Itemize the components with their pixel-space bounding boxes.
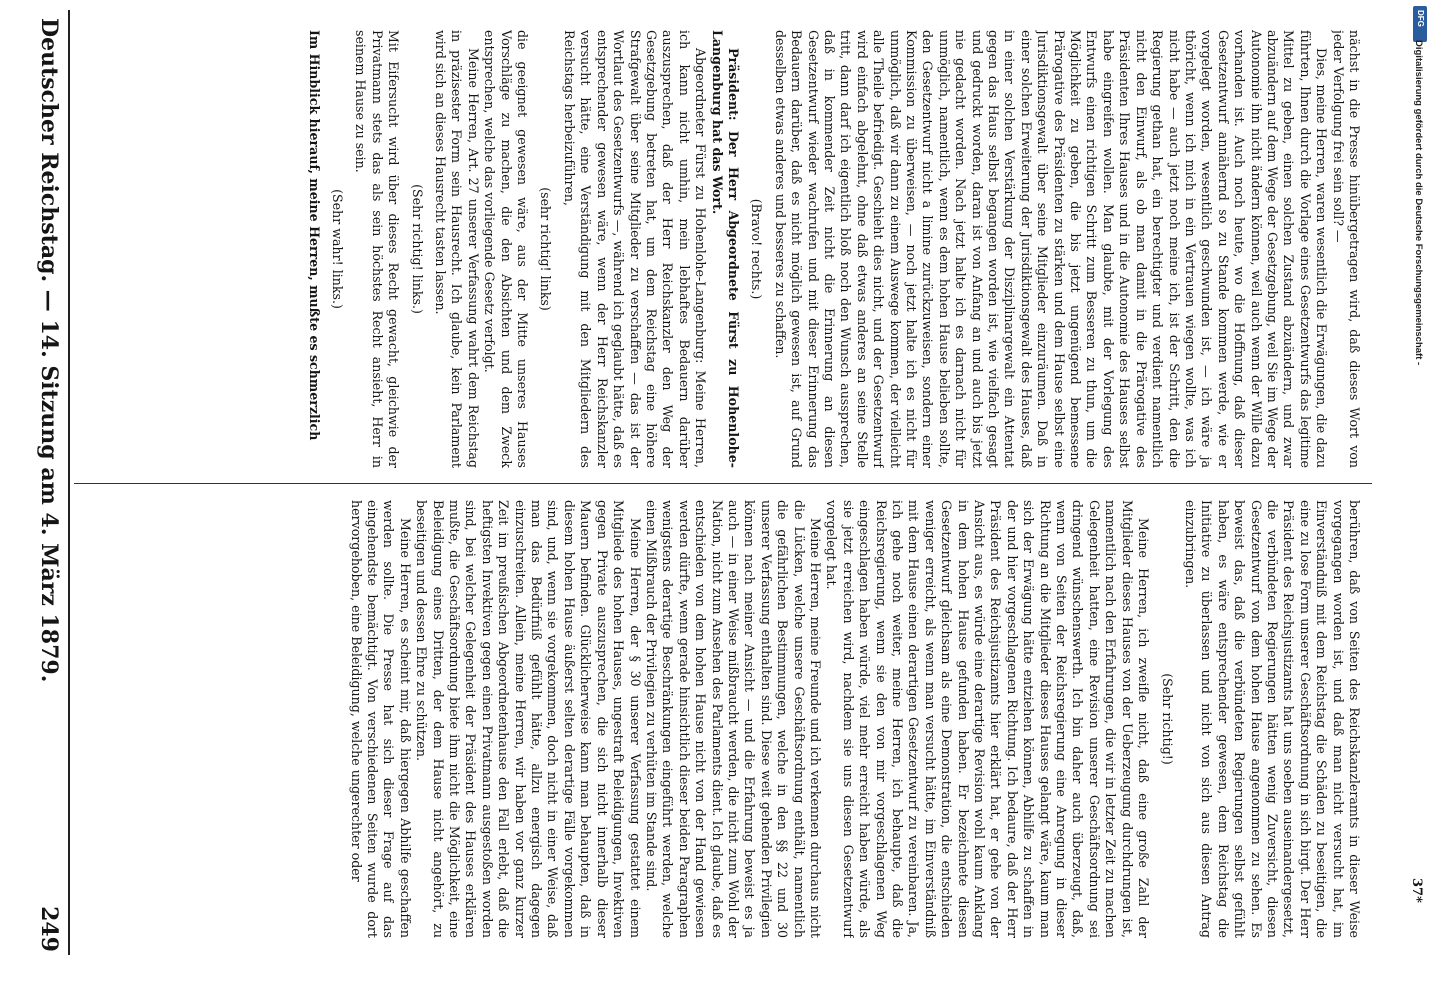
interjection: (Sehr richtig!) (1159, 673, 1175, 765)
page-number: 249 (36, 906, 62, 952)
right-column (82, 500, 1362, 938)
printer-signature: 37* (1409, 878, 1424, 903)
interjection: (Sehr richtig! links.) (409, 184, 425, 314)
interjection: (Bravo! rechts.) (749, 198, 765, 300)
paragraph: Abgeordneter Fürst zu Hohenlohe-Langenburg: Meine Herren, ich kann nicht umhin, mein lebhaftes Bedauern darüber auszusprechen, daß der Herr Reichskanzler den Weg der Gesetzgebung betreten hat, um dem Reichstag eine höhere Strafgewalt über seine Mitglieder zu verschaffen — das ist der Wortlaut des Gesetzentwurfs —, während ich geglaubt hätte, daß es entsprechender gewesen wäre, wenn der Herr Reichskanzler versucht hätte, eine Verständigung mit den Mitgliedern des Reichstags herbeizuführen, (561, 30, 709, 468)
column-divider (74, 483, 1372, 484)
page-header (32, 12, 62, 952)
interjection: (Sehr wahr! links.) (330, 189, 346, 309)
left-column (82, 30, 1362, 468)
header-rule (68, 10, 70, 955)
paragraph: Meine Herren, Art. 27 unserer Verfassung wahrt dem Reichstag in präzisester Form sein Hausrecht. Ich glaube, kein Parlament wird sich an dieses Hausrecht tasten lassen. (433, 30, 481, 468)
paragraph: Meine Herren, es scheint mir, daß hiergegen Abhilfe geschaffen werden sollte. Die Presse hat sich dieser Frage auf das eingehendste bemächtigt. Von verschiedenen Seiten wurde dort hervorgehoben, eine Beleidigung, welche ungerechter oder (348, 500, 413, 938)
credit-text: Digitalisierung gefördert durch die Deutsche Forschungsgemeinschaft - (1413, 40, 1424, 366)
paragraph: die geeignet gewesen wäre, aus der Mitte unseres Hauses Vorschläge zu machen, die den Absichten und dem Zweck entsprechen, welche das vorliegende Gesetz verfolgt. (482, 30, 531, 468)
paragraph: Präsident: Der Herr Abgeordnete Fürst zu Hohenlohe-Langenburg hat das Wort. (709, 30, 741, 468)
paragraph: Meine Herren, meine Freunde und ich verkennen durchaus nicht die Lücken, welche unsere Geschäftsordnung enthält, namentlich die gefährlichen Bestimmungen, welche in den §§ 22 und 30 unserer Verfassung enthalten sind. Diese weit gehenden Privilegien können nach meiner Ansicht — und die Erfahrung beweist es ja auch — in einer Weise mißbraucht werden, die nicht zum Wohl der Nation, nicht zum Ansehen des Parlaments dient. Ich glaube, daß es entschieden von dem hohen Hause nicht von der Hand gewiesen werden dürfte, wenn gerade hinsichtlich dieser beiden Paragraphen wenigstens derartige Beschränkungen eingeführt werden, welche einen Mißbrauch der Privilegien zu verhüten im Stande sind. (643, 500, 823, 938)
dfg-logo-text: DFG (1416, 10, 1425, 27)
paragraph: berühren, daß von Seiten des Reichskanzleramts in dieser Weise vorgegangen worden ist, und daß man nicht versucht hat, im Einverständniß mit dem Reichstag die Schäden zu beseitigen, die eine zu lose Form unserer Geschäftsordnung in sich birgt. Der Herr Präsident des Reichsjustizamts hat uns soeben auseinandergesetzt, die verbündeten Regierungen hätten wenig Zuversicht, diesen Gesetzentwurf von dem hohen Hause angenommen zu sehen. Es beweist das, daß die verbündeten Regierungen selbst gefühlt haben, es wäre entsprechender gewesen, dem Reichstag die Initiative zu überlassen und nicht von sich aus diesen Antrag einzubringen. (1182, 500, 1362, 938)
paragraph: Meine Herren, ich zweifle nicht, daß eine große Zahl der Mitglieder dieses Hauses von der Ueberzeugung durchdrungen ist, namentlich nach den Erfahrungen, die wir in letzter Zeit zu machen Gelegenheit hatten, eine Revision unserer Geschäftsordnung sei dringend wünschenswerth. Ich bin daher auch überzeugt, daß, wenn von Seiten der Reichsregierung eine Anregung in dieser Richtung an die Mitglieder dieses Hauses gelangt wäre, kaum man sich der Erwägung hätte entziehen können, Abhilfe zu schaffen in der und hier vorgeschlagenen Richtung. Ich bedaure, daß der Herr Präsident des Reichsjustizamts hier erklärt hat, er gehe von der Ansicht aus, es würde eine derartige Revision wohl kaum Anklang in dem hohen Hause gefunden haben. Er bezeichnete diesen Gesetzentwurf gleichsam als eine Demonstration, die entschieden weniger erreicht, als wenn man versucht hätte, im Einverständniß mit dem Hause einen derartigen Gesetzentwurf zu vereinbaren. Ja, ich gehe noch weiter, meine Herren, ich behaupte, daß die Reichsregierung, wenn sie den von mir vorgeschlagenen Weg eingeschlagen haben würde, viel mehr erreicht haben würde, als sie jetzt erreichen wird, nachdem sie uns diesen Gesetzentwurf vorgelegt hat. (824, 500, 1152, 938)
paragraph: Mit Eifersucht wird über dieses Recht gewacht, gleichwie der Privatmann stets das als sein höchstes Recht ansieht, Herr in seinem Hause zu sein. (353, 30, 402, 468)
interjection: (sehr richtig! links) (538, 187, 554, 311)
digitization-credit (1408, 40, 1426, 940)
paragraph: Dies, meine Herren, waren wesentlich die Erwägungen, die dazu führten, Ihnen durch die Vorlage eines Gesetzentwurfs das legitime Mittel zu geben, einen solchen Zustand abzuändern, und zwar abzuändern auf dem Wege der Gesetzgebung, weil Sie im Wege der Autonomie ihn nicht ändern können, weil auch wenn der Wille dazu vorhanden ist. Auch noch heute, wo die Hoffnung, daß dieser Gesetzentwurf annähernd so zu Stande kommen werde, wie er vorgelegt worden, wesentlich geschwunden ist, — ich wäre ja thöricht, wenn ich mich in ein Vertrauen wiegen wollte, was ich nicht habe — auch jetzt noch meine ich, ist der Schritt, den die Regierung gethan hat, ein berechtigter und verdient namentlich nicht den Einwurf, als ob man damit in die Prärogative des Präsidenten Ihres Hauses und in die Autonomie des Hauses selbst habe eingreifen wollen. Man glaubte, mit der Vorlegung des Entwurfs einen richtigen Schritt zum Besseren zu thun, um die Möglichkeit zu geben, die bis jetzt ungenügend bemessene Prärogative des Präsidenten zu stärken und dem Hause selbst eine Jurisdiktionsgewalt über seine Mitglieder einzuräumen. Daß in einer solchen Erweiterung der Jurisdiktionsgewalt des Hauses, daß in einer solchen Verstärkung der Disziplinargewalt ein Attentat gegen das Haus selbst begangen worden ist, wie vielfach gesagt und gedruckt worden, daran ist von Anfang an und auch bis jetzt nie gedacht worden. Nach jetzt halte ich es darnach nicht für unmöglich, namentlich, wenn es dem hohen Hause belieben sollte, den Gesetzentwurf nicht a limine zurückzuweisen, sondern einer Kommission zu überweisen, — noch jetzt halte ich es nicht für unmöglich, daß wir dann zu einem Auswege kommen, der vielleicht alle Theile befriedigt. Geschieht dies nicht, und der Gesetzentwurf wird einfach abgelehnt, ohne daß etwas anderes an seine Stelle tritt, dann darf ich eigentlich bloß noch den Wunsch aussprechen, daß in kommender Zeit nicht die Erinnerung an diesen Gesetzentwurf wieder wachrufen und mit dieser Erinnerung das Bedauern darüber, daß es nicht möglich gewesen ist, auf Grund desselben etwas anderes und besseres zu schaffen. (772, 30, 1330, 468)
dfg-logo-badge (1413, 6, 1427, 42)
page-title: Deutscher Reichstag. — 14. Sitzung am 4. März 1879. (36, 18, 62, 683)
paragraph: Im Hinblick hierauf, meine Herren, mußte es schmerzlich (306, 30, 322, 441)
paragraph: Meine Herren, der § 30 unserer Verfassung gestattet einem Mitgliede des hohen Hauses, ungestraft Beleidigungen, Invektiven gegen Private auszusprechen, die sich nicht innerhalb dieser Mauern befinden. Glücklicherweise kann man behaupten, daß in diesem hohen Hause äußerst selten derartige Fälle vorgekommen sind, und, wenn sie vorgekommen, doch nicht in einer Weise, daß man das Bedürfniß gefühlt hätte, allzu energisch dagegen einzuschreiten. Allein, meine Herren, wir haben vor ganz kurzer Zeit im preußischen Abgeordnetenhause den Fall erlebt, daß die heftigsten Invektiven gegen einen Privatmann ausgestoßen worden sind, bei welcher Gelegenheit der Präsident des Hauses erklären mußte, die Geschäftsordnung biete ihm nicht die Möglichkeit, eine Beleidigung eines Dritten, der dem Hause nicht angehört, zu beseitigen und dessen Ehre zu schützen. (414, 500, 643, 938)
paragraph: nächst in die Presse hinübergetragen wird, daß dieses Wort von jeder Verfolgung frei sein soll? — (1330, 30, 1362, 468)
